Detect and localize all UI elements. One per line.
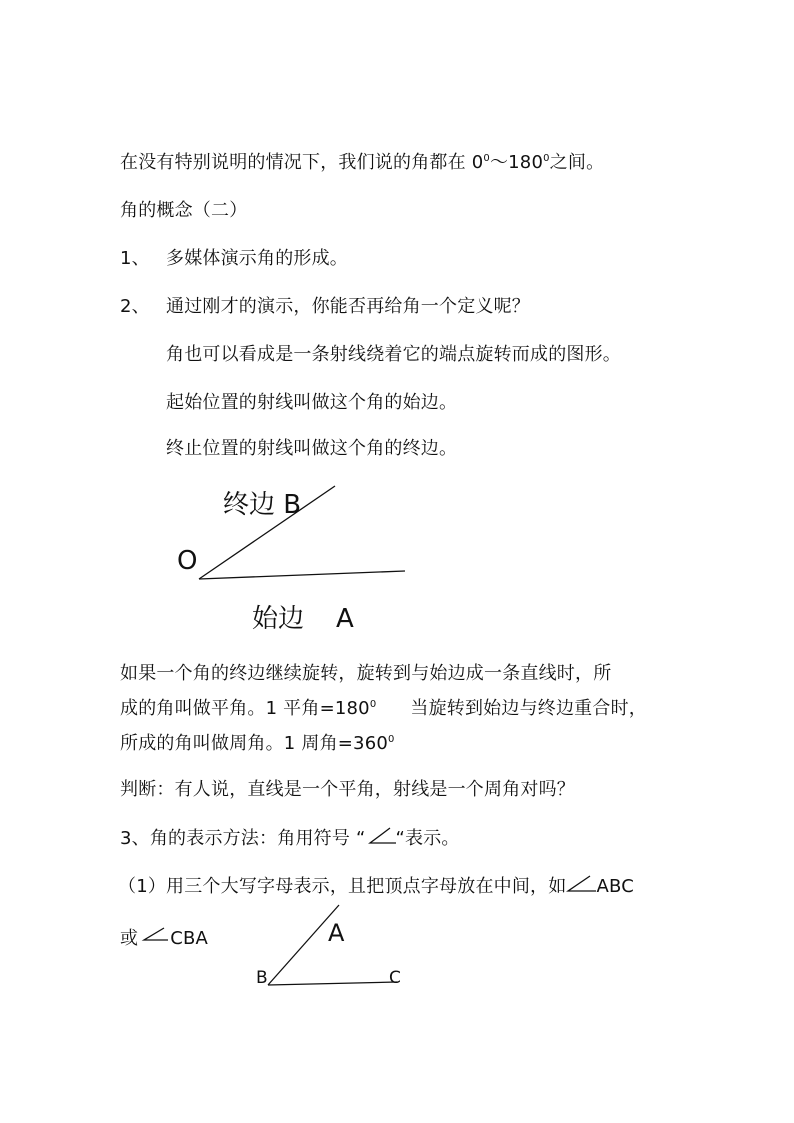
vertex-label-o: O <box>177 546 198 576</box>
angle-symbol-icon <box>366 826 396 846</box>
degree-sup: 0 <box>369 699 377 710</box>
notation-section <box>120 826 460 851</box>
section-heading: 角的概念（二） <box>120 200 248 221</box>
straight-angle-line-1: 如果一个角的终边继续旋转，旋转到与始边成一条直线时，所 <box>120 663 612 684</box>
list-item-2 <box>120 295 530 319</box>
intro-text-2: ～180 <box>489 152 544 173</box>
full-angle-line <box>120 732 395 756</box>
judgment-question: 判断：有人说，直线是一个平角，射线是一个周角对吗？ <box>120 779 575 800</box>
list-text: 通过刚才的演示，你能否再给角一个定义呢？ <box>166 296 530 317</box>
full-angle-intro: 当旋转到始边与终边重合时， <box>410 698 647 719</box>
definition-2: 起始位置的射线叫做这个角的始边。 <box>166 392 458 413</box>
angle-symbol-icon <box>140 926 170 946</box>
degree-sup: 0 <box>388 734 395 745</box>
method-1-line <box>118 874 634 899</box>
list-text: 多媒体演示角的形成。 <box>166 248 348 269</box>
or-text: 或 <box>120 928 139 949</box>
ray-bc <box>268 982 397 985</box>
definition-1: 角也可以看成是一条射线绕着它的端点旋转而成的图形。 <box>166 344 621 365</box>
intro-text-3: 之间。 <box>549 152 605 173</box>
initial-side-ray <box>199 571 405 579</box>
fig2-vertex-b: B <box>256 968 268 988</box>
method-1-text: （1）用三个大写字母表示，且把顶点字母放在中间，如 <box>118 876 567 897</box>
definition-3: 终止位置的射线叫做这个角的终边。 <box>166 438 458 459</box>
degree-sup: 0 <box>543 153 550 164</box>
fig2-point-c: C <box>389 968 401 988</box>
intro-sentence <box>120 151 604 175</box>
list-number: 1、 <box>120 248 150 269</box>
fig2-point-a: A <box>328 919 345 947</box>
angle-symbol-icon <box>566 874 596 894</box>
point-a-label: A <box>336 604 354 634</box>
angle-cba-text: CBA <box>170 928 209 949</box>
angle-abc-text: ABC <box>596 876 634 897</box>
notation-text-1: 3、角的表示方法：角用符号 “ <box>120 828 366 849</box>
initial-side-label: 始边 <box>252 604 305 634</box>
straight-angle-text: 成的角叫做平角。1 平角=180 <box>120 698 370 719</box>
method-1-alt <box>120 926 208 951</box>
straight-angle-line-2 <box>120 697 647 721</box>
notation-text-2: “表示。 <box>395 828 460 849</box>
list-number: 2、 <box>120 296 150 317</box>
intro-text-1: 在没有特别说明的情况下，我们说的角都在 0 <box>120 152 484 173</box>
list-item-1 <box>120 247 348 271</box>
terminal-side-label: 终边 B <box>223 490 302 520</box>
degree-sup: 0 <box>483 153 490 164</box>
full-angle-text: 所成的角叫做周角。1 周角=360 <box>120 733 389 754</box>
